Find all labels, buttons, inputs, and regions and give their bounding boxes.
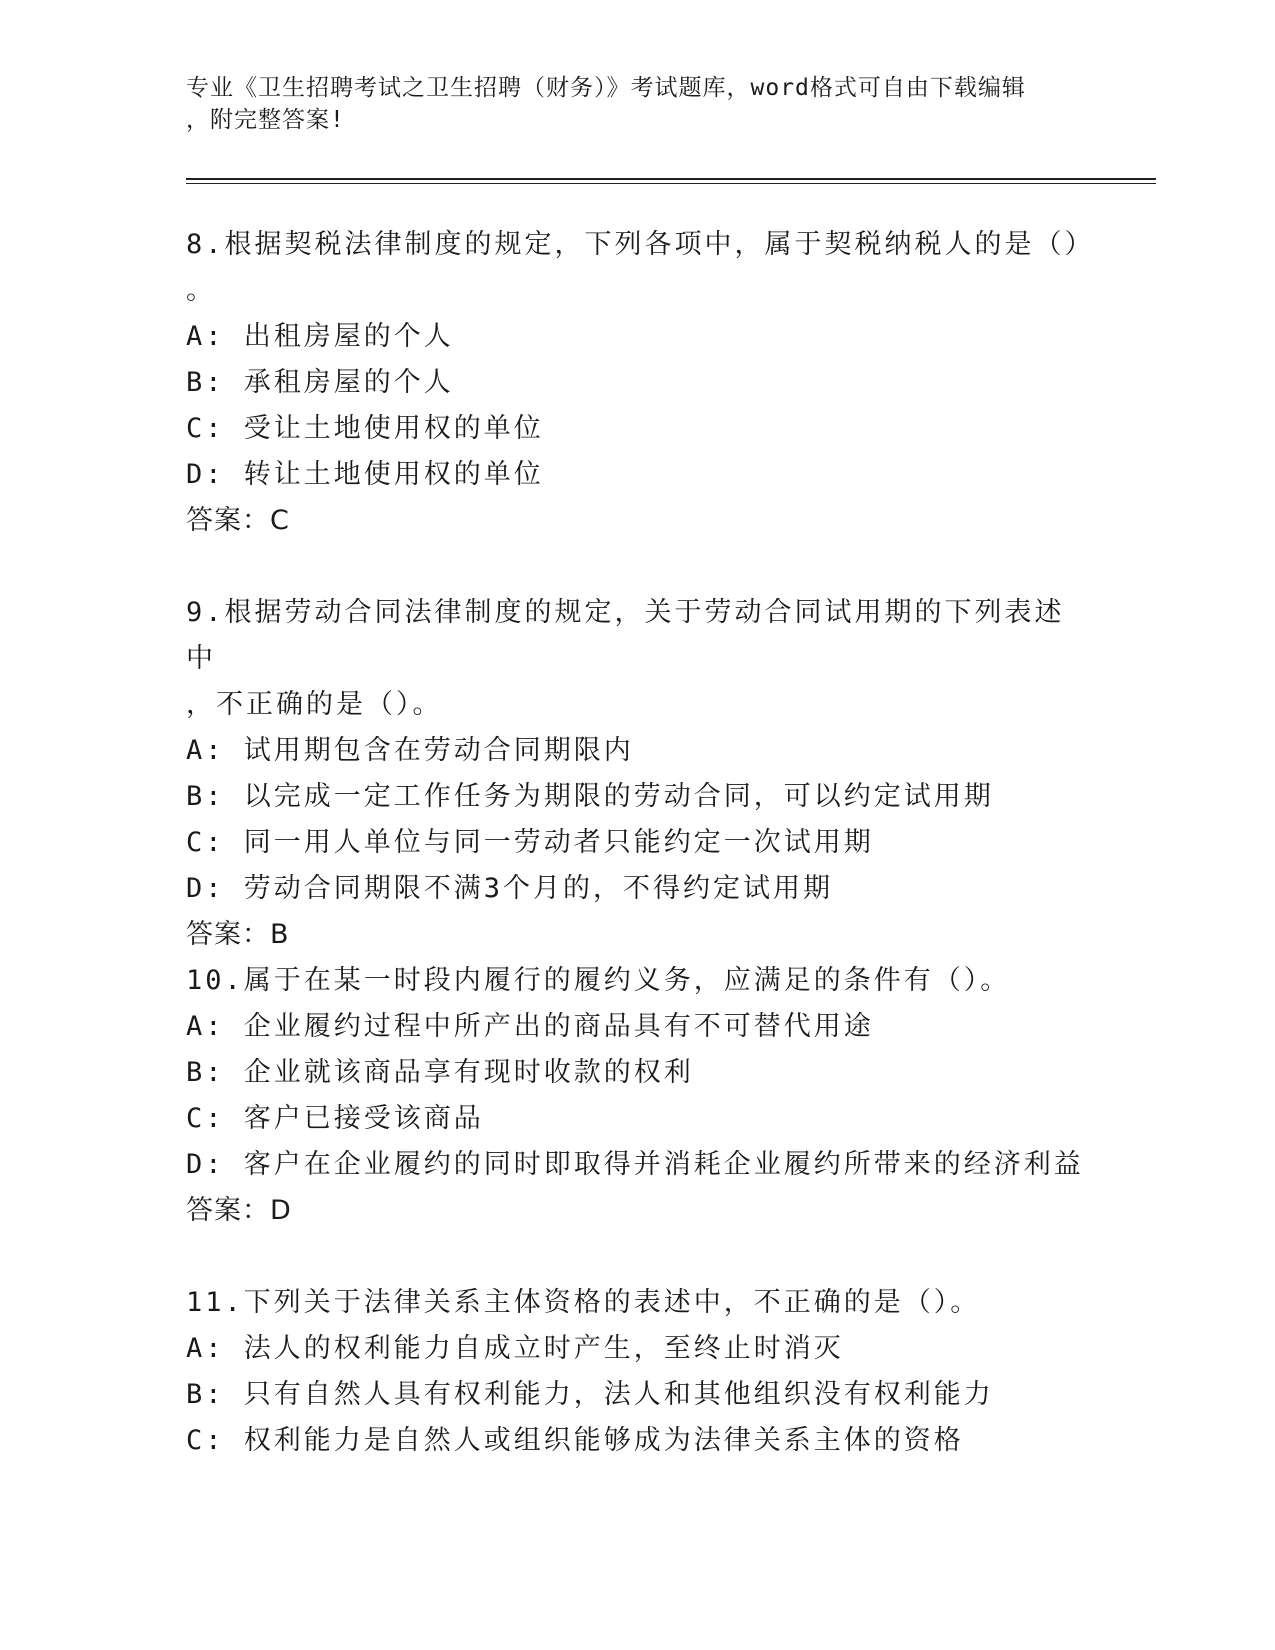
option-c: C: 受让土地使用权的单位	[186, 413, 544, 444]
option-b: B: 承租房屋的个人	[186, 367, 454, 398]
question-10	[186, 958, 1086, 1234]
header-line-2: ，附完整答案!	[186, 107, 345, 133]
question-stem: 10.属于在某一时段内履行的履约义务，应满足的条件有（）。	[186, 965, 1011, 996]
option-b: B: 以完成一定工作任务为期限的劳动合同，可以约定试用期	[186, 781, 994, 812]
answer: 答案：B	[186, 919, 290, 950]
option-c: C: 权利能力是自然人或组织能够成为法律关系主体的资格	[186, 1425, 964, 1456]
header-divider	[186, 178, 1156, 184]
question-11	[186, 1280, 1086, 1464]
option-c: C: 同一用人单位与同一劳动者只能约定一次试用期	[186, 827, 874, 858]
header-line-1: 专业《卫生招聘考试之卫生招聘（财务）》考试题库，word格式可自由下载编辑	[186, 75, 1026, 101]
option-a: A: 试用期包含在劳动合同期限内	[186, 735, 634, 766]
question-stem-continued: 。	[186, 275, 216, 306]
document-header	[186, 72, 1086, 136]
answer: 答案：D	[186, 1195, 292, 1226]
question-stem: 9.根据劳动合同法律制度的规定，关于劳动合同试用期的下列表述中	[186, 597, 1065, 674]
document-page	[186, 0, 1156, 1650]
option-d: D: 转让土地使用权的单位	[186, 459, 544, 490]
question-stem: 8.根据契税法律制度的规定，下列各项中，属于契税纳税人的是（）	[186, 229, 1095, 260]
question-stem: 11.下列关于法律关系主体资格的表述中，不正确的是（）。	[186, 1287, 981, 1318]
option-a: A: 出租房屋的个人	[186, 321, 454, 352]
option-d: D: 客户在企业履约的同时即取得并消耗企业履约所带来的经济利益	[186, 1149, 1084, 1180]
option-c: C: 客户已接受该商品	[186, 1103, 484, 1134]
question-9	[186, 590, 1086, 958]
question-stem-continued: ，不正确的是（）。	[186, 689, 443, 720]
option-a: A: 法人的权利能力自成立时产生，至终止时消灭	[186, 1333, 844, 1364]
question-8	[186, 222, 1095, 544]
option-b: B: 只有自然人具有权利能力，法人和其他组织没有权利能力	[186, 1379, 994, 1410]
option-b: B: 企业就该商品享有现时收款的权利	[186, 1057, 694, 1088]
option-a: A: 企业履约过程中所产出的商品具有不可替代用途	[186, 1011, 874, 1042]
answer: 答案：C	[186, 505, 290, 536]
option-d: D: 劳动合同期限不满3个月的，不得约定试用期	[186, 873, 834, 904]
